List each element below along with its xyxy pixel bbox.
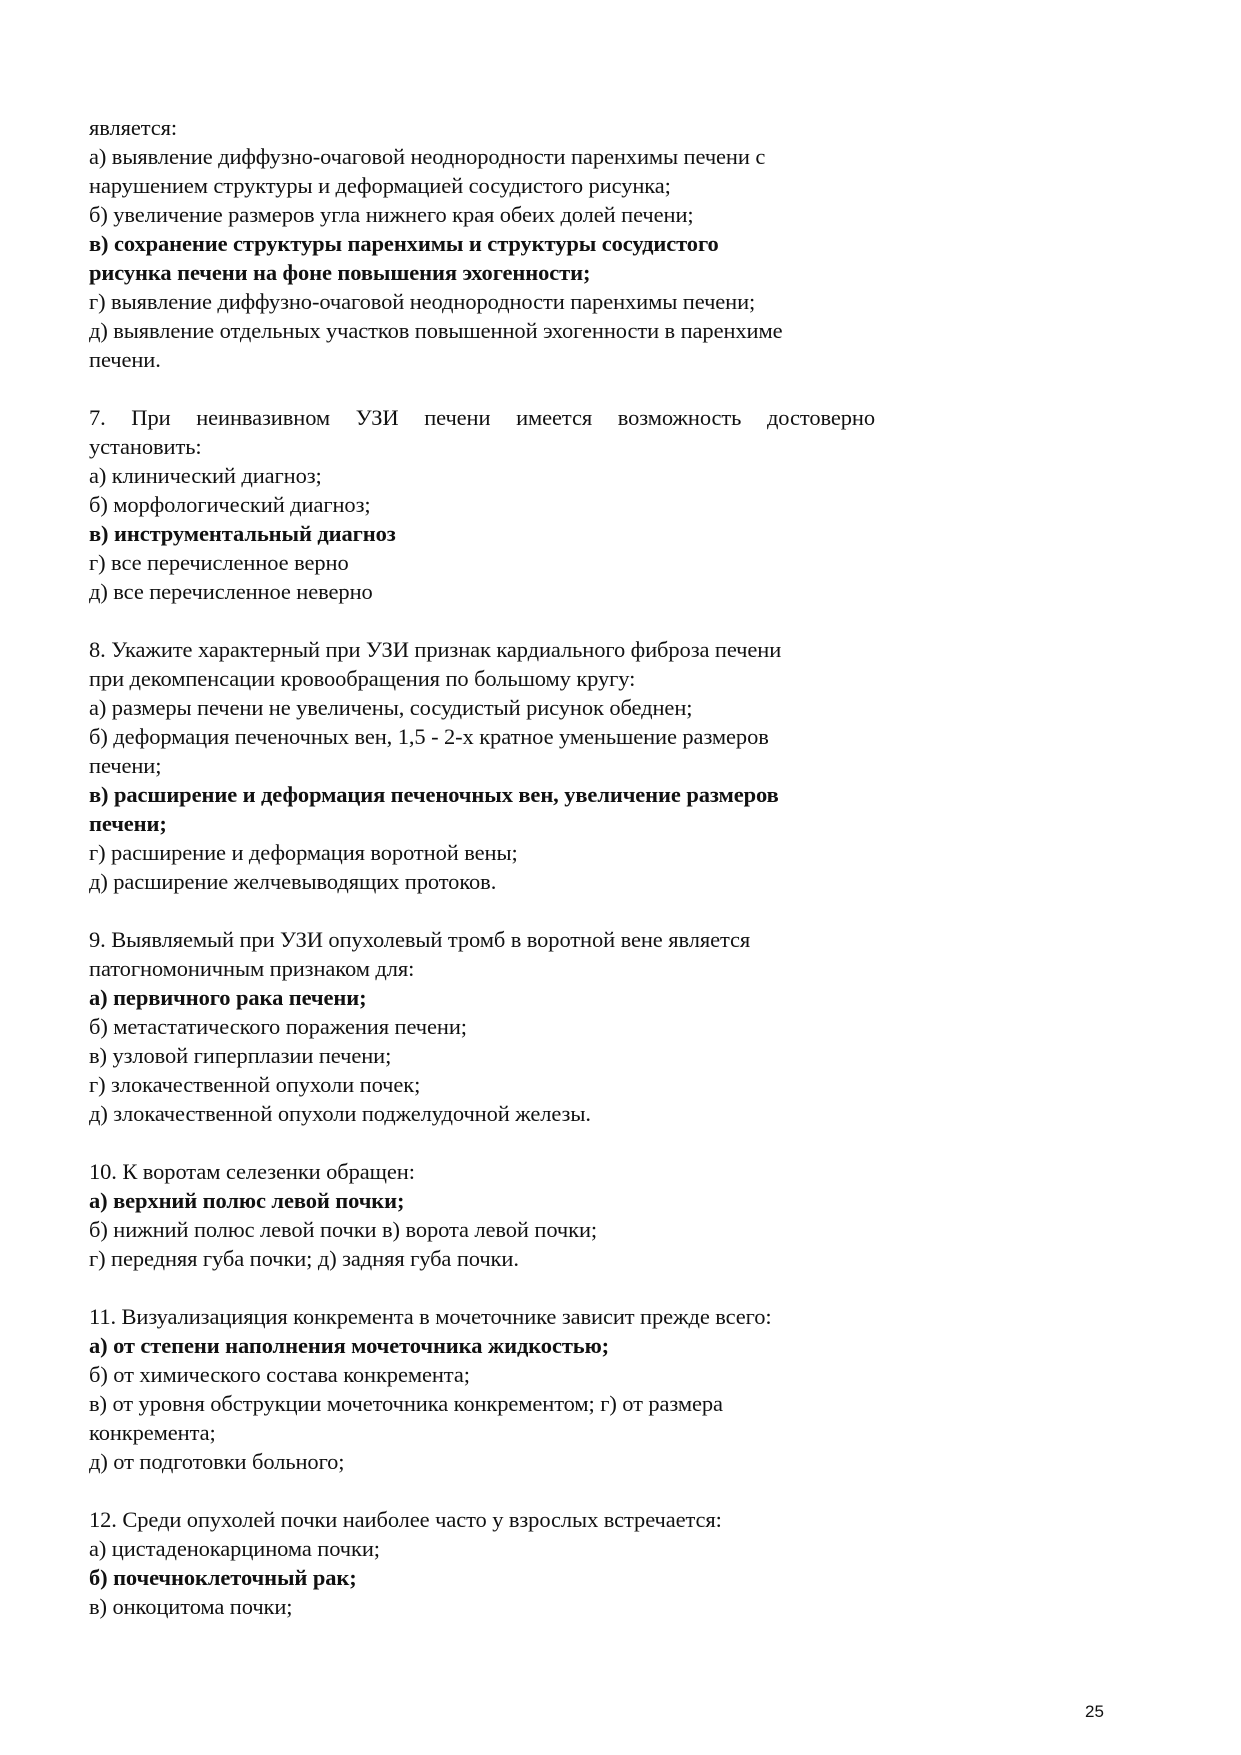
correct-answer-option-v: в) инструментальный диагноз <box>89 521 396 546</box>
question-text: 9. Выявляемый при УЗИ опухолевый тромб в воротной вене является <box>89 927 751 952</box>
answer-option-g-cont: конкремента; <box>89 1420 216 1445</box>
question-text: 11. Визуализацияция конкремента в мочеточнике зависит прежде всего: <box>89 1304 772 1329</box>
answer-option-a-cont: нарушением структуры и деформацией сосудистого рисунка; <box>89 173 671 198</box>
question-7 <box>89 403 875 606</box>
correct-answer-option-a: а) верхний полюс левой почки; <box>89 1188 405 1213</box>
correct-answer-option-b: б) почечноклеточный рак; <box>89 1565 357 1590</box>
question-9 <box>89 925 875 1128</box>
answer-option-b: б) метастатического поражения печени; <box>89 1014 467 1039</box>
answer-option-d: д) все перечисленное неверно <box>89 579 373 604</box>
correct-answer-option-v-cont: печени; <box>89 811 167 836</box>
answer-option-b: б) от химического состава конкремента; <box>89 1362 470 1387</box>
document-page <box>89 113 875 1621</box>
question-text: 12. Среди опухолей почки наиболее часто у взрослых встречается: <box>89 1507 722 1532</box>
answer-option-b: б) деформация печеночных вен, 1,5 - 2-х кратное уменьшение размеров <box>89 724 769 749</box>
answer-option-d: д) злокачественной опухоли поджелудочной железы. <box>89 1101 591 1126</box>
question-12 <box>89 1505 875 1621</box>
correct-answer-option-v-cont: рисунка печени на фоне повышения эхогенности; <box>89 260 591 285</box>
question-text-cont: патогномоничным признаком для: <box>89 956 415 981</box>
answer-option-v: в) онкоцитома почки; <box>89 1594 293 1619</box>
answer-option-d: д) выявление отдельных участков повышенной эхогенности в паренхиме <box>89 318 783 343</box>
question-text: 7. При неинвазивном УЗИ печени имеется возможность достоверно <box>89 405 875 430</box>
correct-answer-option-v: в) расширение и деформация печеночных вен, увеличение размеров <box>89 782 779 807</box>
answer-options-b-v: б) нижний полюс левой почки в) ворота левой почки; <box>89 1217 598 1242</box>
answer-option-d: д) расширение желчевыводящих протоков. <box>89 869 497 894</box>
question-text: 10. К воротам селезенки обращен: <box>89 1159 415 1184</box>
answer-option-b: б) морфологический диагноз; <box>89 492 371 517</box>
question-text-cont: при декомпенсации кровообращения по большому кругу: <box>89 666 636 691</box>
question-10 <box>89 1157 875 1273</box>
answer-option-d-cont: печени. <box>89 347 161 372</box>
answer-option-d: д) от подготовки больного; <box>89 1449 345 1474</box>
answer-option-a: а) цистаденокарцинома почки; <box>89 1536 380 1561</box>
answer-option-v: в) узловой гиперплазии печени; <box>89 1043 392 1068</box>
answer-option-g: г) злокачественной опухоли почек; <box>89 1072 421 1097</box>
question-text-cont: установить: <box>89 434 202 459</box>
answer-option-a: а) клинический диагноз; <box>89 463 322 488</box>
correct-answer-option-a: а) от степени наполнения мочеточника жидкостью; <box>89 1333 610 1358</box>
answer-option-a: а) размеры печени не увеличены, сосудистый рисунок обеднен; <box>89 695 693 720</box>
correct-answer-option-a: а) первичного рака печени; <box>89 985 367 1010</box>
correct-answer-option-v: в) сохранение структуры паренхимы и структуры сосудистого <box>89 231 719 256</box>
answer-options-g-d: г) передняя губа почки; д) задняя губа почки. <box>89 1246 519 1271</box>
answer-option-b: б) увеличение размеров угла нижнего края обеих долей печени; <box>89 202 694 227</box>
page-number: 25 <box>1085 1702 1104 1721</box>
question-11 <box>89 1302 875 1476</box>
answer-options-v-g: в) от уровня обструкции мочеточника конкрементом; г) от размера <box>89 1391 723 1416</box>
question-text: является: <box>89 115 178 140</box>
answer-option-a: а) выявление диффузно-очаговой неоднородности паренхимы печени с <box>89 144 766 169</box>
question-text: 8. Укажите характерный при УЗИ признак кардиального фиброза печени <box>89 637 782 662</box>
answer-option-g: г) все перечисленное верно <box>89 550 349 575</box>
question-8 <box>89 635 875 896</box>
answer-option-b-cont: печени; <box>89 753 162 778</box>
answer-option-g: г) выявление диффузно-очаговой неоднородности паренхимы печени; <box>89 289 756 314</box>
answer-option-g: г) расширение и деформация воротной вены; <box>89 840 518 865</box>
question-6-continuation <box>89 113 875 374</box>
